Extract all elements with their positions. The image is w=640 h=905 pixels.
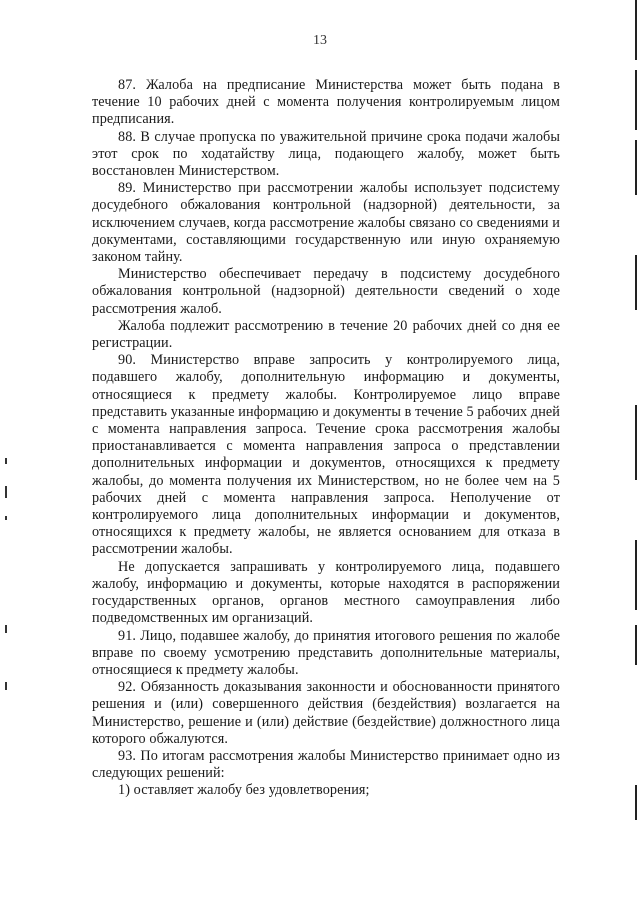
paragraph-89-term: Жалоба подлежит рассмотрению в течение 20 рабочих дней со дня ее регистрации. [92, 317, 560, 352]
paragraph-93-item-1: 1) оставляет жалобу без удовлетворения; [118, 782, 370, 799]
paragraph-92: 92. Обязанность доказывания законности и обоснованности принятого решения и (или) совершенного действия (бездействия) возлагается на Министерство, решение и (или) действие (бездействие) должностного лица которого обжалуются. [92, 679, 560, 747]
scan-edge-mark [635, 70, 637, 130]
paragraph-93: 93. По итогам рассмотрения жалобы Министерство принимает одно из следующих решений: [92, 747, 560, 782]
paragraph-90-prohibition: Не допускается запрашивать у контролируемого лица, подавшего жалобу, информацию и документы, которые находятся в распоряжении государственных органов, органов местного самоуправления либо подведомственных им организаций. [92, 558, 560, 627]
scan-edge-mark [635, 785, 637, 820]
scan-edge-mark [635, 140, 637, 195]
scan-edge-mark [635, 625, 637, 665]
scan-artifact-mark [5, 486, 7, 498]
scan-artifact-mark [5, 458, 7, 464]
paragraph-87: 87. Жалоба на предписание Министерства может быть подана в течение 10 рабочих дней с момента получения контролируемым лицом предписания. [92, 77, 560, 128]
paragraph-91: 91. Лицо, подавшее жалобу, до принятия итогового решения по жалобе вправе по своему усмотрению представить дополнительные материалы, относящиеся к предмету жалобы. [92, 627, 560, 678]
paragraph-88: 88. В случае пропуска по уважительной причине срока подачи жалобы этот срок по ходатайству лица, подающего жалобу, может быть восстановлен Министерством. [92, 128, 560, 180]
paragraph-90: 90. Министерство вправе запросить у контролируемого лица, подавшего жалобу, дополнительную информацию и документы, относящиеся к предмету жалобы. Контролируемое лицо вправе представить указанные информацию и документы в течение 5 рабочих дней с момента направления запроса. Течение срока рассмотрения жалобы приостанавливается с момента направления запроса о представлении дополнительных информации и документов, относящихся к предмету жалобы, до момента получения их Министерством, но не более чем на 5 рабочих дней с момента направления запроса. Неполучение от контролируемого лица дополнительных информации и документов, относящихся к предмету жалобы, не является основанием для отказа в рассмотрении жалобы. [92, 352, 560, 558]
scan-artifact-mark [5, 625, 7, 633]
page-number: 13 [313, 33, 327, 48]
scan-edge-mark [635, 0, 637, 60]
scan-edge-mark [635, 255, 637, 310]
paragraph-89-transfer: Министерство обеспечивает передачу в подсистему досудебного обжалования контрольной (надзорной) деятельности сведений о ходе рассмотрения жалоб. [92, 266, 560, 317]
paragraph-89: 89. Министерство при рассмотрении жалобы использует подсистему досудебного обжалования контрольной (надзорной) деятельности, за исключением случаев, когда рассмотрение жалобы связано со сведениями и документами, составляющими государственную или иную охраняемую законом тайну. [92, 180, 560, 266]
scan-edge-mark [635, 540, 637, 610]
scan-artifact-mark [5, 516, 7, 520]
scan-artifact-mark [5, 682, 7, 690]
document-body [92, 77, 560, 800]
scan-edge-mark [635, 405, 637, 480]
